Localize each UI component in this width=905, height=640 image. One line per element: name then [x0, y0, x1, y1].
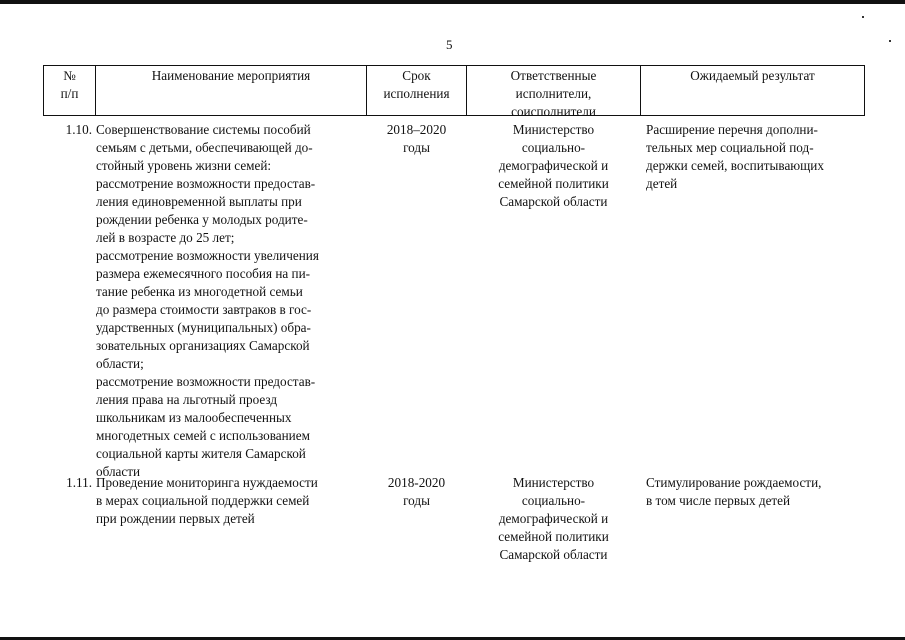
text-line: в мерах социальной поддержки семей [96, 493, 310, 508]
text-line: школьникам из малообеспеченных [96, 410, 292, 425]
header-executors: Ответственные исполнители, соисполнители [510, 68, 597, 119]
text-line: Проведение мониторинга нуждаемости [96, 475, 318, 490]
text-line: рождении ребенка у молодых родите- [96, 212, 308, 227]
text-line: детей [646, 176, 678, 191]
text-line: многодетных семей с использованием [96, 428, 310, 443]
text-line: при рождении первых детей [96, 511, 255, 526]
scan-speck [862, 16, 864, 18]
row-term: 2018–2020 годы [386, 122, 447, 155]
text-line: рассмотрение возможности предостав- [96, 374, 316, 389]
text-line: тельных мер социальной под- [646, 140, 814, 155]
row-name [96, 474, 358, 528]
text-line: в том числе первых детей [646, 493, 791, 508]
row-name [96, 121, 358, 481]
text-line: области; [96, 356, 144, 371]
text-line: тание ребенка из многодетной семьи [96, 284, 303, 299]
row-result [646, 474, 860, 510]
header-term: Срок исполнения [383, 68, 450, 101]
header-name: Наименование мероприятия [151, 68, 311, 83]
scan-speck [889, 40, 891, 42]
row-number: 1.10. [65, 122, 92, 137]
text-line: лей в возрасте до 25 лет; [96, 230, 235, 245]
row-executors: Министерство социально- демографической и семейной политики Самарской области [498, 475, 609, 562]
text-line: Стимулирование рождаемости, [646, 475, 822, 490]
row-executors: Министерство социально- демографической и семейной политики Самарской области [498, 122, 609, 209]
scan-top-edge [0, 0, 905, 4]
row-result [646, 121, 860, 193]
text-line: держки семей, воспитывающих [646, 158, 824, 173]
row-term: 2018-2020 годы [387, 475, 446, 508]
text-line: рассмотрение возможности предостав- [96, 176, 316, 191]
text-line: ударственных (муниципальных) обра- [96, 320, 311, 335]
text-line: ления права на льготный проезд [96, 392, 278, 407]
text-line: социальной карты жителя Самарской [96, 446, 306, 461]
header-result: Ожидаемый результат [690, 68, 815, 83]
text-line: ления единовременной выплаты при [96, 194, 302, 209]
text-line: до размера стоимости завтраков в гос- [96, 302, 312, 317]
text-line: рассмотрение возможности увеличения [96, 248, 319, 263]
text-line: семьям с детьми, обеспечивающей до- [96, 140, 313, 155]
text-line: зовательных организациях Самарской [96, 338, 310, 353]
text-line: области [96, 464, 141, 479]
text-line: размера ежемесячного пособия на пи- [96, 266, 311, 281]
header-num: № п/п [60, 68, 79, 101]
page-number: 5 [446, 37, 453, 52]
text-line: стойный уровень жизни семей: [96, 158, 272, 173]
text-line: Расширение перечня дополни- [646, 122, 818, 137]
row-number: 1.11. [66, 475, 92, 490]
text-line: Совершенствование системы пособий [96, 122, 311, 137]
